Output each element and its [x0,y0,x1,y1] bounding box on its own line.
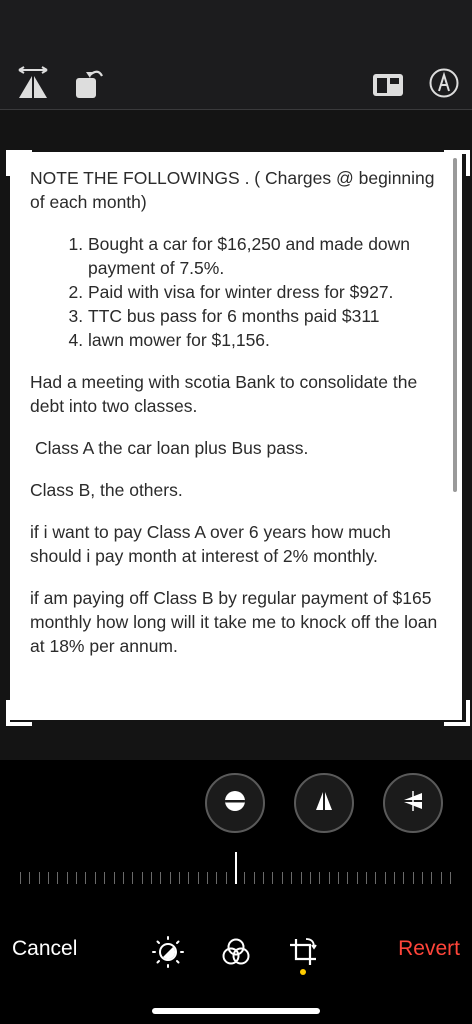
dial-tick [114,872,115,884]
note-header: NOTE THE FOLLOWINGS . ( Charges @ beginning of each month) [30,168,435,212]
paragraph-class-b: Class B, the others. [30,480,183,500]
dial-tick [244,872,245,884]
paragraph-meeting: Had a meeting with scotia Bank to consolidate the debt into two classes. [30,372,418,416]
dial-tick [20,872,21,884]
dial-tick [291,872,292,884]
dial-tick [123,872,124,884]
document-scrollbar [453,158,457,492]
dial-center-marker [235,852,237,884]
straighten-button[interactable] [205,773,265,833]
dial-tick [347,872,348,884]
vertical-perspective-icon [311,788,337,819]
crop-handle-top-left[interactable] [6,150,32,176]
dial-tick [29,872,30,884]
question-class-a: if i want to pay Class A over 6 years how much should i pay month at interest of 2% monthly. [30,522,391,566]
question-class-b: if am paying off Class B by regular payment of $165 monthly how long will it take me to knock off the loan at 18% per annum. [30,588,438,656]
dial-tick [366,872,367,884]
dial-tick [422,872,423,884]
dial-tick [170,872,171,884]
auto-straighten-icon[interactable] [372,70,404,103]
dial-tick [431,872,432,884]
dial-tick [441,872,442,884]
dial-tick [151,872,152,884]
dial-tick [179,872,180,884]
charges-list [30,232,442,352]
filters-icon[interactable] [219,935,253,974]
dial-tick [95,872,96,884]
dial-tick [394,872,395,884]
list-item: 2. Paid with visa for winter dress for $927. [88,280,442,304]
dial-tick [385,872,386,884]
dial-tick [450,872,451,884]
dial-tick [263,872,264,884]
dial-tick [329,872,330,884]
dial-tick [319,872,320,884]
adjust-icon[interactable] [151,935,185,974]
dial-tick [310,872,311,884]
dial-tick [132,872,133,884]
dial-tick [254,872,255,884]
dial-tick [338,872,339,884]
dial-tick [272,872,273,884]
dial-tick [282,872,283,884]
list-item: 1. Bought a car for $16,250 and made down payment of 7.5%. [88,232,442,280]
dial-tick [188,872,189,884]
dial-tick [207,872,208,884]
list-item: 3. TTC bus pass for 6 months paid $311 [88,304,442,328]
list-item: 4. lawn mower for $1,156. [88,328,442,352]
paragraph-class-a: Class A the car loan plus Bus pass. [35,438,309,458]
dial-tick [85,872,86,884]
revert-button[interactable]: Revert [398,937,460,960]
dial-tick [57,872,58,884]
vertical-perspective-button[interactable] [294,773,354,833]
home-indicator[interactable] [152,1008,320,1014]
dial-tick [39,872,40,884]
aspect-ratio-icon[interactable] [16,66,50,105]
dial-tick [413,872,414,884]
crop-handle-bottom-left[interactable] [6,700,32,726]
dial-tick [375,872,376,884]
dial-tick [301,872,302,884]
horizontal-perspective-button[interactable] [383,773,443,833]
dial-tick [76,872,77,884]
dial-tick [160,872,161,884]
dial-tick [198,872,199,884]
straighten-dial[interactable] [20,868,460,888]
rotate-icon[interactable] [74,66,106,105]
document-photo [10,152,462,720]
horizontal-perspective-icon [400,788,426,819]
dial-tick [226,872,227,884]
straighten-icon [222,788,248,819]
top-toolbar [0,0,472,110]
crop-handle-bottom-right[interactable] [444,700,470,726]
dial-tick [67,872,68,884]
dial-tick [142,872,143,884]
dial-tick [104,872,105,884]
crop-handle-top-right[interactable] [444,150,470,176]
cancel-button[interactable]: Cancel [12,937,78,960]
dial-tick [48,872,49,884]
active-tool-indicator [300,969,306,975]
dial-tick [403,872,404,884]
dial-tick [216,872,217,884]
dial-tick [357,872,358,884]
markup-icon[interactable] [428,67,460,104]
